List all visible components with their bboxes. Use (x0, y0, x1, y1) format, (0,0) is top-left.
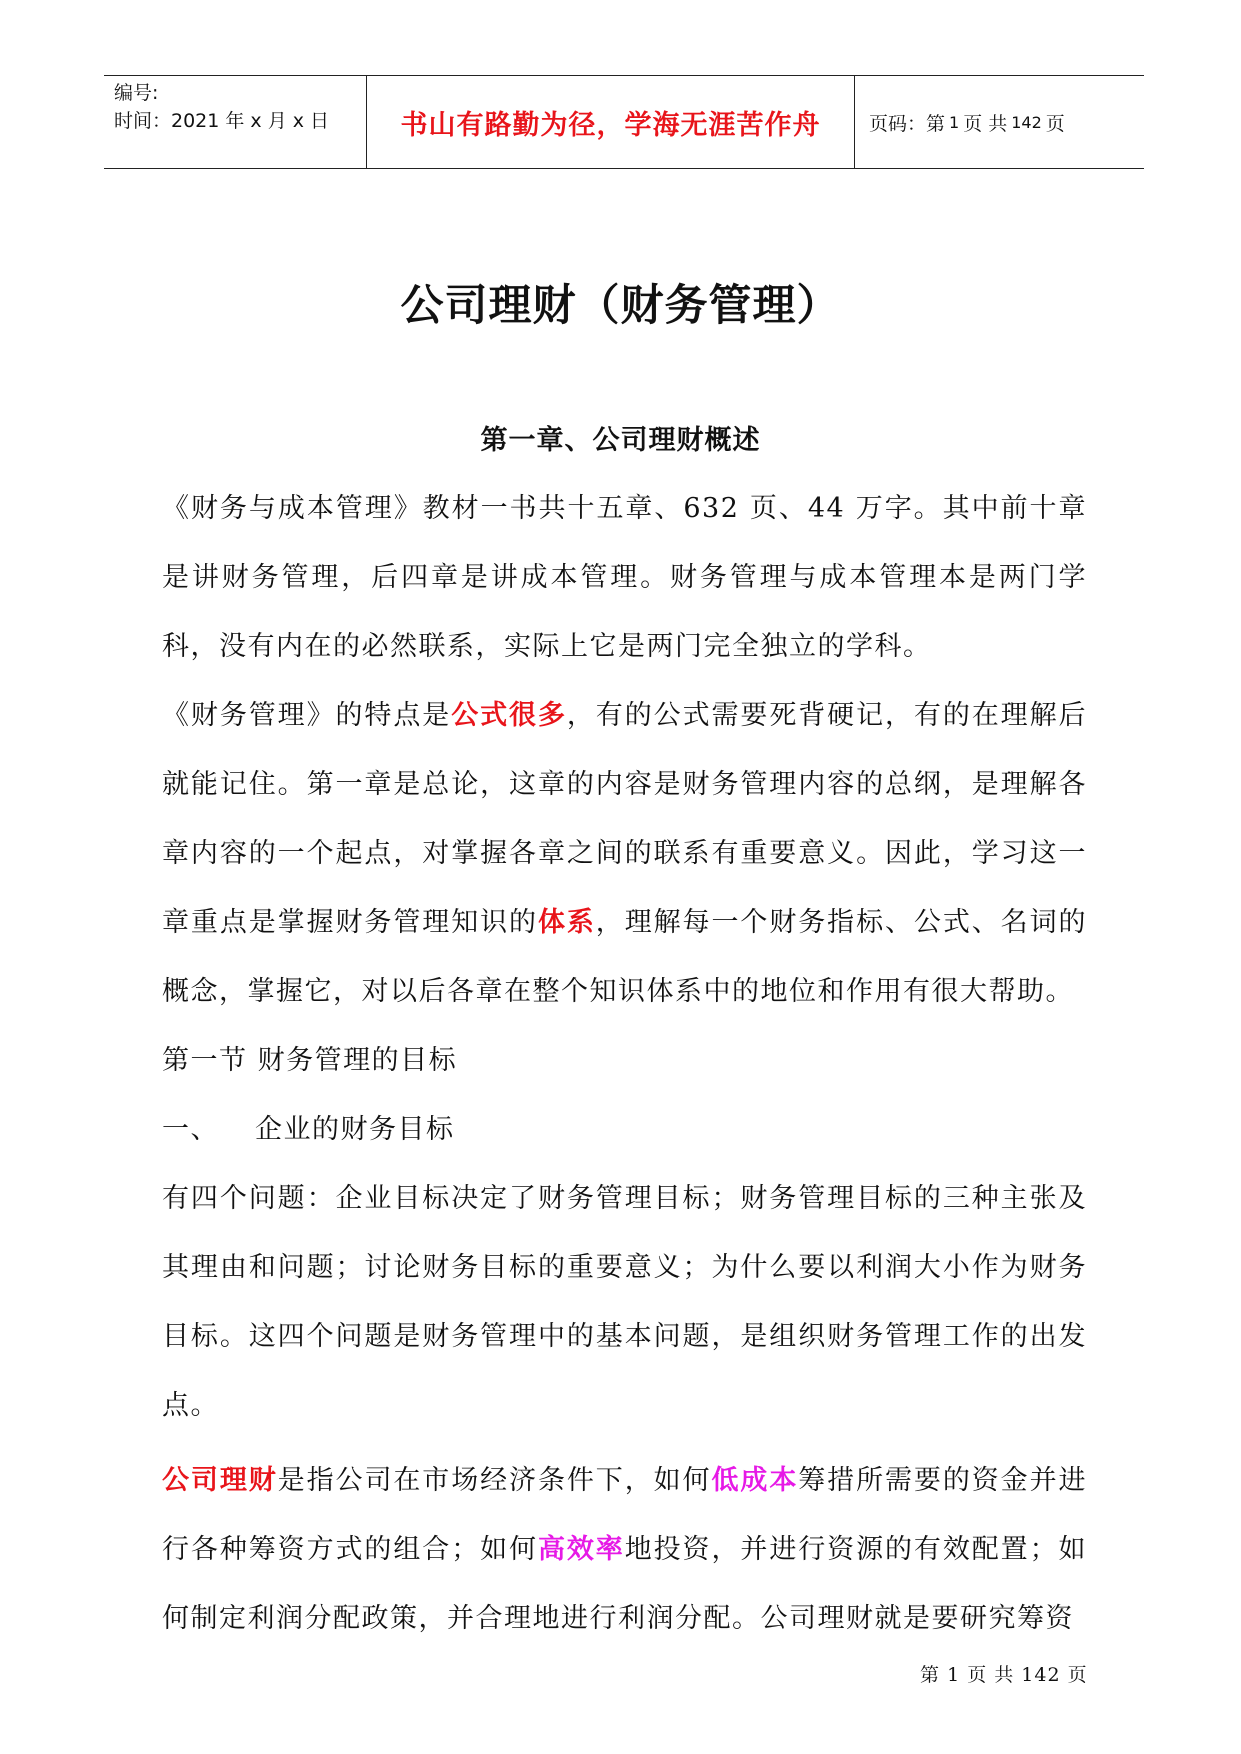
header-page-mid: 页 共 (963, 112, 1008, 135)
list-item-number: 一、 (162, 1114, 219, 1145)
paragraph-definition-text-a: 是指公司在市场经济条件下，如何 (277, 1465, 712, 1496)
page-header (104, 75, 1144, 169)
header-page-suffix: 页 (1045, 112, 1065, 135)
paragraph-features-text-c: ，理解每一个财务指标、公式、名词的概念，掌握它，对以后各章在整个知识体系中的地位和作用有很大帮助。 (162, 907, 1088, 1007)
paragraph-features-text-a: 《财务管理》的特点是 (162, 700, 452, 731)
highlight-high-efficiency: 高效率 (537, 1534, 625, 1565)
header-page-prefix: 页码：第 (869, 112, 946, 135)
footer-total-pages: 142 (1021, 1664, 1061, 1686)
header-motto-cell (367, 76, 855, 168)
paragraph-definition-text-c: 地投资，并进行资源的有效配置；如何制定利润分配政策，并合理地进行利润分配。公司理财就是要研究筹资 (162, 1534, 1088, 1634)
footer-mid: 页 共 (967, 1664, 1015, 1686)
header-page-total: 142 (1011, 112, 1042, 132)
paragraph-intro: 《财务与成本管理》教材一书共十五章、632 页、44 万字。其中前十章是讲财务管理，后四章是讲成本管理。财务管理与成本管理本是两门学科，没有内在的必然联系，实际上它是两门完全独立的学科。 (162, 493, 1087, 662)
footer-current-page: 1 (947, 1664, 961, 1686)
page-footer (920, 1660, 1088, 1687)
paragraph-features (162, 681, 1087, 1026)
footer-suffix: 页 (1067, 1664, 1088, 1686)
footer-prefix: 第 (920, 1664, 941, 1686)
header-page-current: 1 (949, 112, 960, 132)
highlight-formulas: 公式很多 (451, 700, 567, 731)
highlight-low-cost: 低成本 (711, 1465, 799, 1496)
paragraph-features-text-b: ，有的公式需要死背硬记，有的在理解后就能记住。第一章是总论，这章的内容是财务管理内容的总纲，是理解各章内容的一个起点，对掌握各章之间的联系有重要意义。因此，学习这一章重点是掌握财务管理知识的 (162, 700, 1088, 938)
list-item-text: 企业的财务目标 (255, 1114, 455, 1145)
paragraph-questions: 有四个问题：企业目标决定了财务管理目标；财务管理目标的三种主张及其理由和问题；讨论财务目标的重要意义；为什么要以利润大小作为财务目标。这四个问题是财务管理中的基本问题，是组织财务管理工作的出发点。 (162, 1183, 1087, 1421)
header-motto: 书山有路勤为径，学海无涯苦作舟 (400, 109, 821, 141)
section-heading: 第一节 财务管理的目标 (162, 1045, 458, 1076)
doc-code-label: 编号: (114, 82, 159, 104)
paragraph-definition (162, 1446, 1087, 1653)
header-page-cell (855, 76, 1144, 168)
doc-time-label: 时间：2021 年 x 月 x 日 (114, 110, 330, 132)
header-meta-cell (104, 76, 367, 168)
highlight-system: 体系 (537, 907, 596, 938)
document-body (162, 474, 1087, 1653)
paragraph-definition-text-b: 筹措所需要的资金并进行各种筹资方式的组合；如何 (162, 1465, 1088, 1565)
document-title: 公司理财（财务管理） (400, 281, 841, 331)
list-item-heading (162, 1095, 1087, 1164)
chapter-heading: 第一章、公司理财概述 (480, 425, 761, 456)
highlight-corporate-finance: 公司理财 (162, 1465, 278, 1496)
